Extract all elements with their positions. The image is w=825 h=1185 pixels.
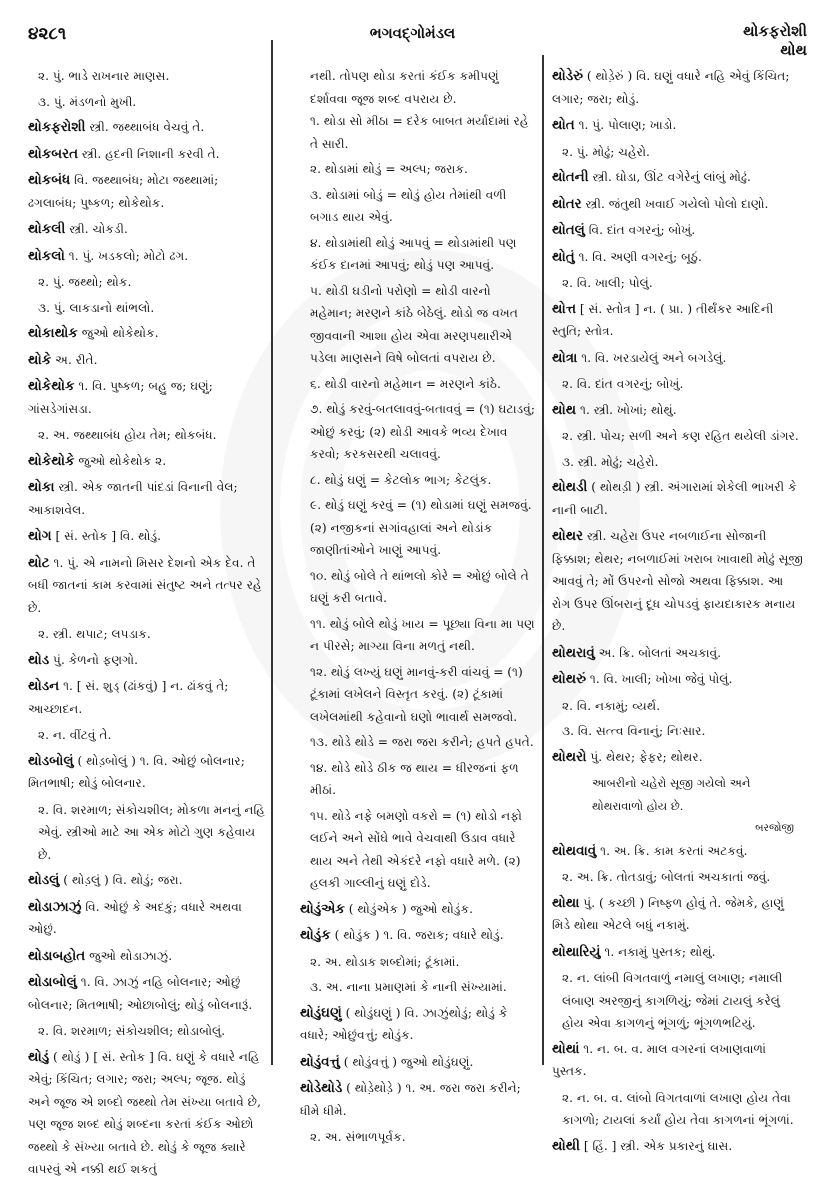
headword: થોડુંવત્તું — [300, 1053, 340, 1070]
sub-sense: ૧૩. થોડે થોડે = જરા જરા કરીને; હપતે હપતે. — [310, 735, 534, 749]
dictionary-entry — [300, 898, 536, 921]
definition: ૧. વિ. ખરડાયેલું અને બગડેલું. — [581, 350, 727, 365]
definition: ૧. અ. ક્રિ. કામ કરતાં અટકવું. — [600, 843, 748, 858]
column-divider — [271, 40, 273, 1065]
definition: ૧. ન. બ. વ. માલ વગરનાં લખાણવાળાં પુસ્તક. — [552, 1041, 767, 1078]
headword: થોડલું — [28, 872, 60, 888]
headword: થોડુંઘણું — [300, 1004, 342, 1021]
sub-sense: ૧. થોડા સો મીઠા = દરેક બાબત મર્યાદામાં રહે તે સારી. — [310, 114, 529, 151]
guide-words — [743, 22, 807, 60]
headword: થોથરું — [552, 671, 586, 687]
definition: સ્ત્રી. એક જાતની પાંદડાં વિનાની વેલ; આકાશવેલ. — [28, 480, 238, 517]
dictionary-entry — [552, 525, 804, 638]
dictionary-entry — [552, 642, 804, 665]
definition: જુઓ થોડાઝાઝું. — [89, 948, 173, 963]
headword: થોકે — [28, 351, 52, 368]
sub-sense: ૨. અ. સંભાળપૂર્વક. — [310, 1130, 406, 1144]
headword: થોડેરું — [552, 68, 584, 84]
sub-sense: ૧૫. થોડે નફે બમણો વકરો = (૧) થોડો નફો લઈને અને સોંઘે ભાવે વેચવાથી ઉડાવ વધારે થાય અને તેથી એકંદરે નફો વધારે મળે. (૨) હલકી ગાલ્લીનું ઘણું દોડે. — [310, 808, 522, 890]
dictionary-entry — [28, 476, 266, 521]
headword: થોકા — [28, 479, 55, 495]
definition: ( થોડ઼લું ) વિ. થોડું; જરા. — [63, 873, 183, 887]
headword: થોથરાવું — [552, 644, 595, 661]
definition: [ હિં. ] સ્ત્રી. એક પ્રકારનું ઘાસ. — [583, 1138, 733, 1153]
headword: થોકેથોકે — [28, 452, 75, 469]
sub-sense: ૨. અ. ક્રિ. તોતડાવું; બોલતાં અચકાતાં જવું. — [562, 870, 771, 884]
sub-sense: ૨. વિ. શરમાળ; સંકોચશીલ; મોકળા મનનું નહિ એવું. સ્ત્રીઓ માટે આ એક મોટો ગુણ કહેવાય છે. — [38, 802, 265, 862]
definition: ( થોડુ઼ં ) [ સં. સ્તોક ] વિ. ઘણું કે વધારે નહિ એવું; કિંચિત; લગાર; જરા; અલ્પ; જૂજ. થોડું અને જૂજ એ શબ્દો જથ્થો તેમ સંખ્યા બતાવે છે, પણ જૂજ શબ્દ થોડું શબ્દના કરતાં કંઈક ઓછો જથ્થો કે સંખ્યા બતાવે છે. થોડું કે જૂજ ક્યારે વાપરવું એ નક્કી થઈ શકતું — [28, 1049, 261, 1176]
headword: થોકલી — [28, 221, 66, 237]
definition: ૧. પું. પોલાણ; ખાડો. — [578, 118, 677, 132]
definition: ( થોથડ઼ી ) સ્ત્રી. અંગારામાં શેકેલી ભાખરી કે નાની બાટી. — [552, 480, 797, 517]
dictionary-entry — [28, 971, 266, 1016]
dictionary-entry — [552, 476, 804, 521]
dictionary-entry — [28, 169, 266, 214]
sub-sense: ૯. થોડું ઘણું કરવું = (૧) થોડામાં ઘણું સમજવું. (૨) નજીકનાં સગાંવહાલાં અને થોડાંક જાણીતાંઓને ખાણું આપવું. — [310, 498, 532, 557]
definition: પું. થેથર; ફેફર; થોથર. — [590, 749, 703, 764]
sub-sense: ૨. અ. જથ્થાબંધ હોય તેમ; થોકબંધ. — [38, 428, 217, 442]
sub-sense: ૨. ન. વીંટવું તે. — [38, 728, 112, 742]
dictionary-entry — [300, 924, 536, 947]
page-number: ૪૨૮૧ — [28, 24, 67, 44]
headword: થોથરો — [552, 748, 587, 765]
sub-sense: ૨. પું. મોઢું; ચહેરો. — [562, 144, 650, 159]
quote-source: બરજોજી — [755, 822, 794, 834]
sub-sense: ૩. થોડામાં બોડું = થોડું હોય તેમાંથી વળી બગાડ થાય એવું. — [310, 187, 507, 224]
definition: સ્ત્રી. ચહેરા ઉપર નબળાઈના સોજાની ફિક્કાશ; થેથર; નબળાઈમાં ખરાબ ખાવાથી મોઢું સૂજી આવવું તે; મોં ઉપરનો સોજો અથવા ફિક્કાશ. આ રોગ ઉપર ઊંબરાનું દૂધ ચોપડવું ફાયદાકારક મનાય છે. — [552, 529, 803, 633]
sub-sense: ૨. ન. બ. વ. લાંબો વિગતવાળાં લખાણ હોય તેવા કાગળો; ટાયલાં કર્યાં હોય તેવા કાગળનાં ભૂંગળાં. — [562, 1090, 794, 1127]
headword: થોત — [552, 117, 575, 133]
definition: વિ. જથ્થાબંધ; મોટા જથ્થામાં; ઢગલાબંધ; પુષ્કળ; થોકેથોક. — [28, 173, 219, 210]
dictionary-entry — [300, 1077, 536, 1122]
dictionary-entry — [28, 750, 266, 795]
headword: થોકબંધ — [28, 172, 71, 188]
sub-sense: ૧૦. થોડું બોલે તે થાંભલો કોરે = ઓછું બોલે તે ઘણું કરી બતાવે. — [310, 568, 529, 605]
headword: થોગ — [28, 528, 52, 544]
definition: અ. ક્રિ. બોલતાં અચકાવું. — [598, 645, 722, 660]
definition: ( થોડ઼બોલું ) ૧. વિ. ઓછું બોલનાર; મિતભાષી; થોડું બોલનાર. — [28, 753, 245, 790]
dictionary-entry — [28, 649, 266, 672]
sub-sense: ૩. પું. મંડળનો મુખી. — [38, 94, 137, 109]
dictionary-entry — [552, 166, 804, 189]
definition: સ્ત્રી. જથ્થાબંધ વેચવું તે. — [89, 120, 205, 134]
sub-sense: ૬. થોડી વારનો મહેમાન = મરણને કાંઠે. — [310, 376, 501, 391]
dictionary-entry — [28, 552, 266, 620]
dictionary-entry — [552, 892, 804, 937]
headword: થોતની — [552, 169, 589, 185]
dictionary-entry — [300, 1051, 536, 1074]
sub-sense: ૧૧. થોડું બોલે થોડું ખાય = પૂછ્યા વિના મા પણ ન પીરસે; માગ્યા વિના મળતું નથી. — [310, 616, 535, 653]
column-divider — [542, 55, 544, 1065]
definition: ૧. નકામું પુસ્તક; થોથું. — [604, 944, 716, 959]
guide-word-first: થોકફરોશી — [743, 22, 807, 40]
sub-sense: ૨. વિ. શરમાળ; સંકોચશીલ; થોડાબોલું. — [38, 1024, 226, 1038]
dictionary-entry — [552, 1135, 804, 1158]
column-2 — [300, 65, 536, 1152]
sub-sense: ૨. વિ. ખાલી; પોલું. — [562, 276, 653, 290]
sub-sense: ૪. થોડામાંથી થોડું આપવું = થોડામાંથી પણ કંઈક દાનમાં આપવું; થોડું પણ આપવું. — [310, 235, 517, 272]
definition: પું. ( કચ્છી ) નિષ્ફળ હોવું તે. જેમકે, હાણું મિડે થોથા એટલે બધું નકામું. — [552, 895, 784, 932]
sub-sense: ૩. વિ. સત્ત્વ વિનાનું; નિઃસાર. — [562, 724, 706, 738]
dictionary-entry — [552, 399, 804, 422]
sub-sense: ૨. ન. લાંબી વિગતવાળું નમાલું લખાણ; નમાલી લંબાણ અરજીનું કાગળિયું; જેમાં ટાયલું કરેલું હોય એવા કાગળનું ભૂંગળું; ભૂંગળભટિયું. — [562, 971, 783, 1030]
definition: [ સં. સ્તોક ] વિ. થોડું. — [55, 529, 162, 543]
definition: વિ. દાંત વગરનું; બોખું. — [588, 223, 696, 237]
definition: પું. કેળનો ફણગો. — [53, 652, 138, 667]
dictionary-entry — [28, 450, 266, 473]
dictionary-entry — [28, 245, 266, 268]
dictionary-entry — [28, 143, 266, 166]
headword: થોત્રા — [552, 349, 578, 366]
dictionary-entry — [552, 668, 804, 691]
sub-sense: ૨. થોડામાં થોડું = અલ્પ; જરાક. — [310, 162, 468, 176]
dictionary-entry — [28, 869, 266, 892]
page-header — [0, 22, 825, 62]
definition: ૧. વિ. પુષ્કળ; બહુ જ; ઘણું; ગાંસડેગાંસડા. — [28, 379, 213, 416]
definition: ૧. વિ. ઝાઝું નહિ બોલનાર; ઓછું બોલનાર; મિતભાષી; ઓછાબોલું; થોડું બોલનારૂં. — [28, 975, 253, 1012]
definition: ૧. [ સં. શુડ્ (ઢાંકવું) ] ન. ઢાંકવું તે; આચ્છાદન. — [28, 679, 229, 716]
sub-sense: ૨. સ્ત્રી. પોચ; સળી અને કણ રહિત થયેલી ડાંગર. — [562, 429, 799, 443]
dictionary-entry — [552, 746, 804, 769]
sub-sense: ૨. અ. થોડાક શબ્દોમાં; ટૂંકામાં. — [310, 954, 460, 969]
dictionary-entry — [552, 941, 804, 964]
definition: સ્ત્રી. હદની નિશાની કરવી તે. — [81, 146, 220, 161]
dictionary-entry — [552, 114, 804, 137]
sub-sense: ૨. વિ. નકામું; વ્યર્થ. — [562, 698, 661, 713]
headword: થોકલો — [28, 247, 65, 264]
headword: થોતું — [552, 248, 575, 265]
dictionary-entry — [28, 218, 266, 241]
definition: વિ. ઓછું કે અદકું; વધારે અથવા ઓછું. — [28, 899, 242, 936]
headword: થોથી — [552, 1137, 580, 1154]
quote-text: આબરીનો ચહેરો સૂજી ગયેલો અને થોથરાવાળો હોય છે. — [592, 776, 751, 813]
dictionary-entry — [552, 246, 804, 269]
dictionary-entry — [552, 219, 804, 242]
definition: ( થોડુ઼ંક ) ૧. વિ. જરાક; વધારે થોડું. — [334, 928, 504, 942]
headword: થોથવાવું — [552, 842, 597, 859]
dictionary-entry — [28, 1046, 266, 1181]
dictionary-entry — [552, 65, 804, 110]
sub-sense: ૩. સ્ત્રી. મોઢું; ચહેરો. — [562, 454, 659, 469]
definition: ( થોડુંવત્તું ) જુઓ થોડુંઘણું. — [343, 1054, 474, 1069]
definition: ૧. પું. એ નામનો મિસર દેશનો એક દેવ. તે બધી જાતનાં કામ કરવામાં સંતુષ્ટ અને તત્પર રહે છે. — [28, 555, 262, 615]
headword: થોકફરોશી — [28, 119, 86, 135]
dictionary-entry — [552, 193, 804, 216]
headword: થોથડી — [552, 479, 588, 495]
sub-sense: ૨. સ્ત્રી. થપાટ; લપડાક. — [38, 627, 151, 641]
headword: થોડાબહોત — [28, 947, 86, 964]
headword: થોથાં — [552, 1040, 580, 1057]
definition: સ્ત્રી. ઘોડા, ઊંટ વગેરેનું લાંબું મોઢું. — [592, 170, 751, 184]
definition: સ્ત્રી. ચોકડી. — [69, 222, 128, 236]
headword: થોત્ત — [552, 300, 577, 317]
sub-sense: ૨. વિ. દાંત વગરનું; બોખું. — [562, 377, 684, 391]
sub-sense: ૧૨. થોડું લખ્યું ઘણું માનવું-કરી વાંચવું = (૧) ટૂંકામાં લખેલને વિસ્તૃત કરવું. (૨) ટૂંકામાં લખેલમાંથી કહેવાનો ઘણો ભાવાર્થ સમજવો. — [310, 664, 523, 724]
headword: થોડેથોડે — [300, 1080, 343, 1096]
dictionary-entry — [28, 675, 266, 720]
headword: થોડન — [28, 678, 60, 694]
definition: જુઓ થોકેથોક ૨. — [78, 453, 167, 468]
column-3 — [552, 65, 804, 1161]
headword: થોથર — [552, 528, 584, 544]
definition: ૧. વિ. અણી વગરનું; બૂઠું. — [578, 249, 702, 264]
headword: થોડ — [28, 651, 50, 668]
citation-quote — [552, 772, 804, 840]
headword: થોડુંક — [300, 927, 331, 943]
definition: ( થોડ઼ેરું ) વિ. ઘણું વધારે નહિ એવું કિંચિત; લગાર; જરા; થોડું. — [552, 69, 790, 106]
headword: થોડું — [28, 1048, 50, 1065]
definition: ૧. વિ. ખાલી; ખોખા જેવું પોલું. — [589, 672, 733, 686]
dictionary-entry — [552, 298, 804, 343]
dictionary-entry — [300, 1002, 536, 1047]
definition: ૧. સ્ત્રી. ખોખાં; થોથું. — [579, 402, 677, 417]
definition: ( થોડ઼ેથોડ઼ે ) ૧. અ. જરા જરા કરીને; ધીમે ધીમે. — [300, 1081, 521, 1118]
definition: જુઓ થોકેથોક. — [81, 326, 159, 340]
headword: થોતલું — [552, 222, 585, 238]
running-title: ભગવદ્ગોમંડલ — [369, 24, 456, 42]
headword: થોકેથોક — [28, 378, 75, 394]
definition: ( થોડુંઘણું ) વિ. ઝાઝુંથોડું; થોડું કે વધારે; ઓછુંવત્તું; થોડુંક. — [300, 1005, 508, 1042]
headword: થોડાઝાઝું — [28, 898, 82, 915]
definition: ( થોડુંએક ) જુઓ થોડુંક. — [348, 901, 473, 916]
headword: થોકબરત — [28, 145, 79, 162]
sub-sense: ૭. થોડું કરવું-બતલાવવું-બતાવવું = (૧) ઘટાડવું; ઓછું કરવું; (૨) થોડી આવકે ભવ્ય દેખાવ કરવો; કરકસરથી ચલાવવું. — [310, 402, 535, 461]
guide-word-last: થોથ — [780, 41, 807, 59]
headword: થોડાબોલું — [28, 974, 77, 990]
column-1 — [28, 65, 266, 1185]
dictionary-entry — [28, 322, 266, 345]
sub-sense: ૫. થોડી ઘડીનો પરોણો = થોડી વારનો મહેમાન; મરણને કાંઠે બેઠેલું. થોડો જ વખત જીવવાની આશા હોય એવા મરણપથારીએ પડેલા માણસને વિષે બોલતાં વપરાય છે. — [310, 283, 518, 365]
definition: અ. રીતે. — [55, 352, 98, 367]
definition: [ સં. સ્તોત્ર ] ન. ( પ્રા. ) તીર્થંકર આદિની સ્તુતિ; સ્તોત્ર. — [552, 301, 774, 338]
headword: થોકાથોક — [28, 325, 78, 341]
sub-sense: ૨. પું. ભાડે રાખનાર માણસ. — [38, 69, 170, 83]
dictionary-entry — [552, 347, 804, 370]
dictionary-entry — [28, 945, 266, 968]
sub-sense: ૮. થોડું ઘણું = કેટલોક ભાગ; કેટલુંક. — [310, 472, 492, 487]
headword: થોથ — [552, 401, 577, 418]
dictionary-entry — [28, 896, 266, 941]
headword: થોડબોલું — [28, 752, 74, 769]
dictionary-entry — [28, 525, 266, 548]
dictionary-entry — [28, 375, 266, 420]
dictionary-entry — [28, 349, 266, 372]
dictionary-entry — [552, 840, 804, 863]
continued-text: નથી. તોપણ થોડા કરતાં કંઈક કમીપણું દર્શાવવા જૂજ શબ્દ વપરાય છે. — [310, 69, 499, 106]
sub-sense: ૩. અ. નાના પ્રમાણમાં કે નાની સંખ્યામાં. — [310, 980, 507, 994]
headword: થોડુંએક — [300, 900, 345, 917]
dictionary-entry — [28, 116, 266, 139]
definition: સ્ત્રી. જંતુથી ખવાઈ ગયેલો પોલો દાણો. — [585, 196, 769, 211]
sub-sense: ૩. પું. લાકડાનો થાંભલો. — [38, 300, 155, 315]
sub-sense: ૧૪. થોડે થોડે ઠીક જ થાય = ધીરજનાં ફળ મીઠાં. — [310, 760, 519, 797]
headword: થોથા — [552, 894, 580, 911]
sub-sense: ૨. પું. જથ્થો; થોક. — [38, 275, 132, 289]
headword: થોથારિયું — [552, 943, 601, 960]
definition: ૧. પું. ખડકલો; મોટો ઢગ. — [68, 248, 189, 263]
dictionary-entry — [552, 1038, 804, 1083]
headword: થોટ — [28, 554, 50, 571]
headword: થોતર — [552, 195, 582, 212]
